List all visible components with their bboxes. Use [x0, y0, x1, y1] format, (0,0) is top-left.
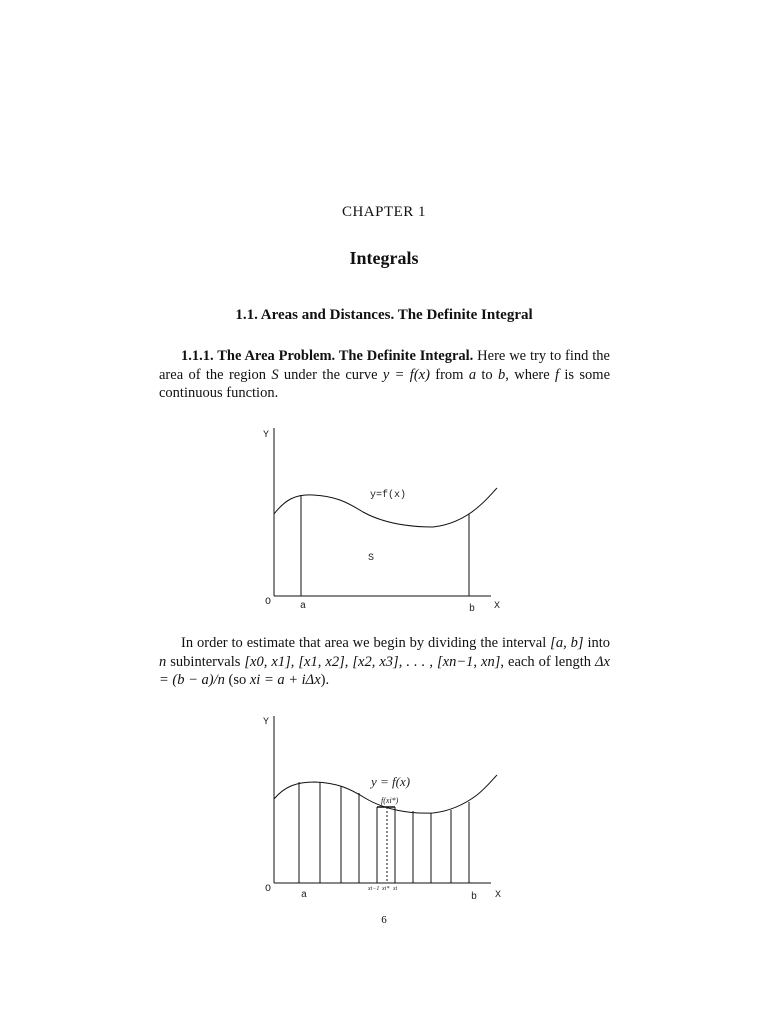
text: (so — [224, 672, 250, 688]
b-label: b — [471, 892, 478, 903]
math-b: b — [498, 366, 506, 383]
figure-area-under-curve — [255, 422, 515, 622]
tick-label-xi: xi — [393, 886, 398, 892]
figure-riemann-rectangles — [255, 710, 515, 910]
text: from — [429, 366, 469, 383]
x-axis-label: X — [494, 601, 501, 612]
origin-label: O — [265, 884, 272, 895]
text: ). — [320, 672, 330, 688]
x-axis-label: X — [495, 890, 502, 901]
region-label: S — [368, 553, 375, 564]
page-number: 6 — [381, 914, 387, 926]
paragraph-subintervals — [159, 634, 610, 690]
math-xi: xi = a + iΔx — [249, 672, 321, 688]
text: into — [583, 635, 610, 651]
chapter-title: Integrals — [349, 248, 419, 268]
text: subintervals — [166, 653, 245, 670]
text: Here we try to find the area of the region — [159, 348, 610, 383]
text: In order to estimate that area we begin by dividing the interval — [181, 635, 551, 651]
text: is some continuous function. — [159, 366, 611, 401]
curve-label: y=f(x) — [370, 490, 407, 501]
math-n: n — [159, 653, 167, 670]
text: to — [476, 366, 499, 383]
math-a: a — [468, 366, 477, 383]
math-delta-x: Δx = (b − a)/n — [159, 653, 610, 688]
math-f: f — [555, 366, 560, 383]
text: , each of length — [500, 653, 596, 670]
paragraph-area-problem — [159, 347, 610, 403]
a-label: a — [300, 601, 307, 612]
math-interval: [a, b] — [550, 635, 584, 651]
b-label: b — [469, 604, 476, 615]
y-axis-label: Y — [263, 717, 270, 728]
y-axis-label: Y — [263, 430, 270, 441]
tick-label-xi-minus-1: xi−1 — [368, 886, 380, 892]
text: under the curve — [278, 366, 383, 383]
a-label: a — [301, 890, 308, 901]
chapter-label: CHAPTER 1 — [341, 204, 427, 220]
tick-label-xi-star: xi* — [382, 886, 390, 892]
sample-value-label: f(xi*) — [381, 796, 399, 805]
math-subintervals: [x0, x1], [x1, x2], [x2, x3], . . . , [xn−1, xn] — [244, 653, 501, 670]
math-S: S — [271, 366, 279, 383]
math-curve-eq: y = f(x) — [382, 366, 430, 383]
curve-label: y = f(x) — [371, 774, 411, 789]
subsection-heading: 1.1.1. The Area Problem. The Definite Integral. — [181, 348, 474, 364]
origin-label: O — [265, 597, 272, 608]
section-title: 1.1. Areas and Distances. The Definite Integral — [235, 307, 533, 323]
text: , where — [505, 366, 556, 383]
